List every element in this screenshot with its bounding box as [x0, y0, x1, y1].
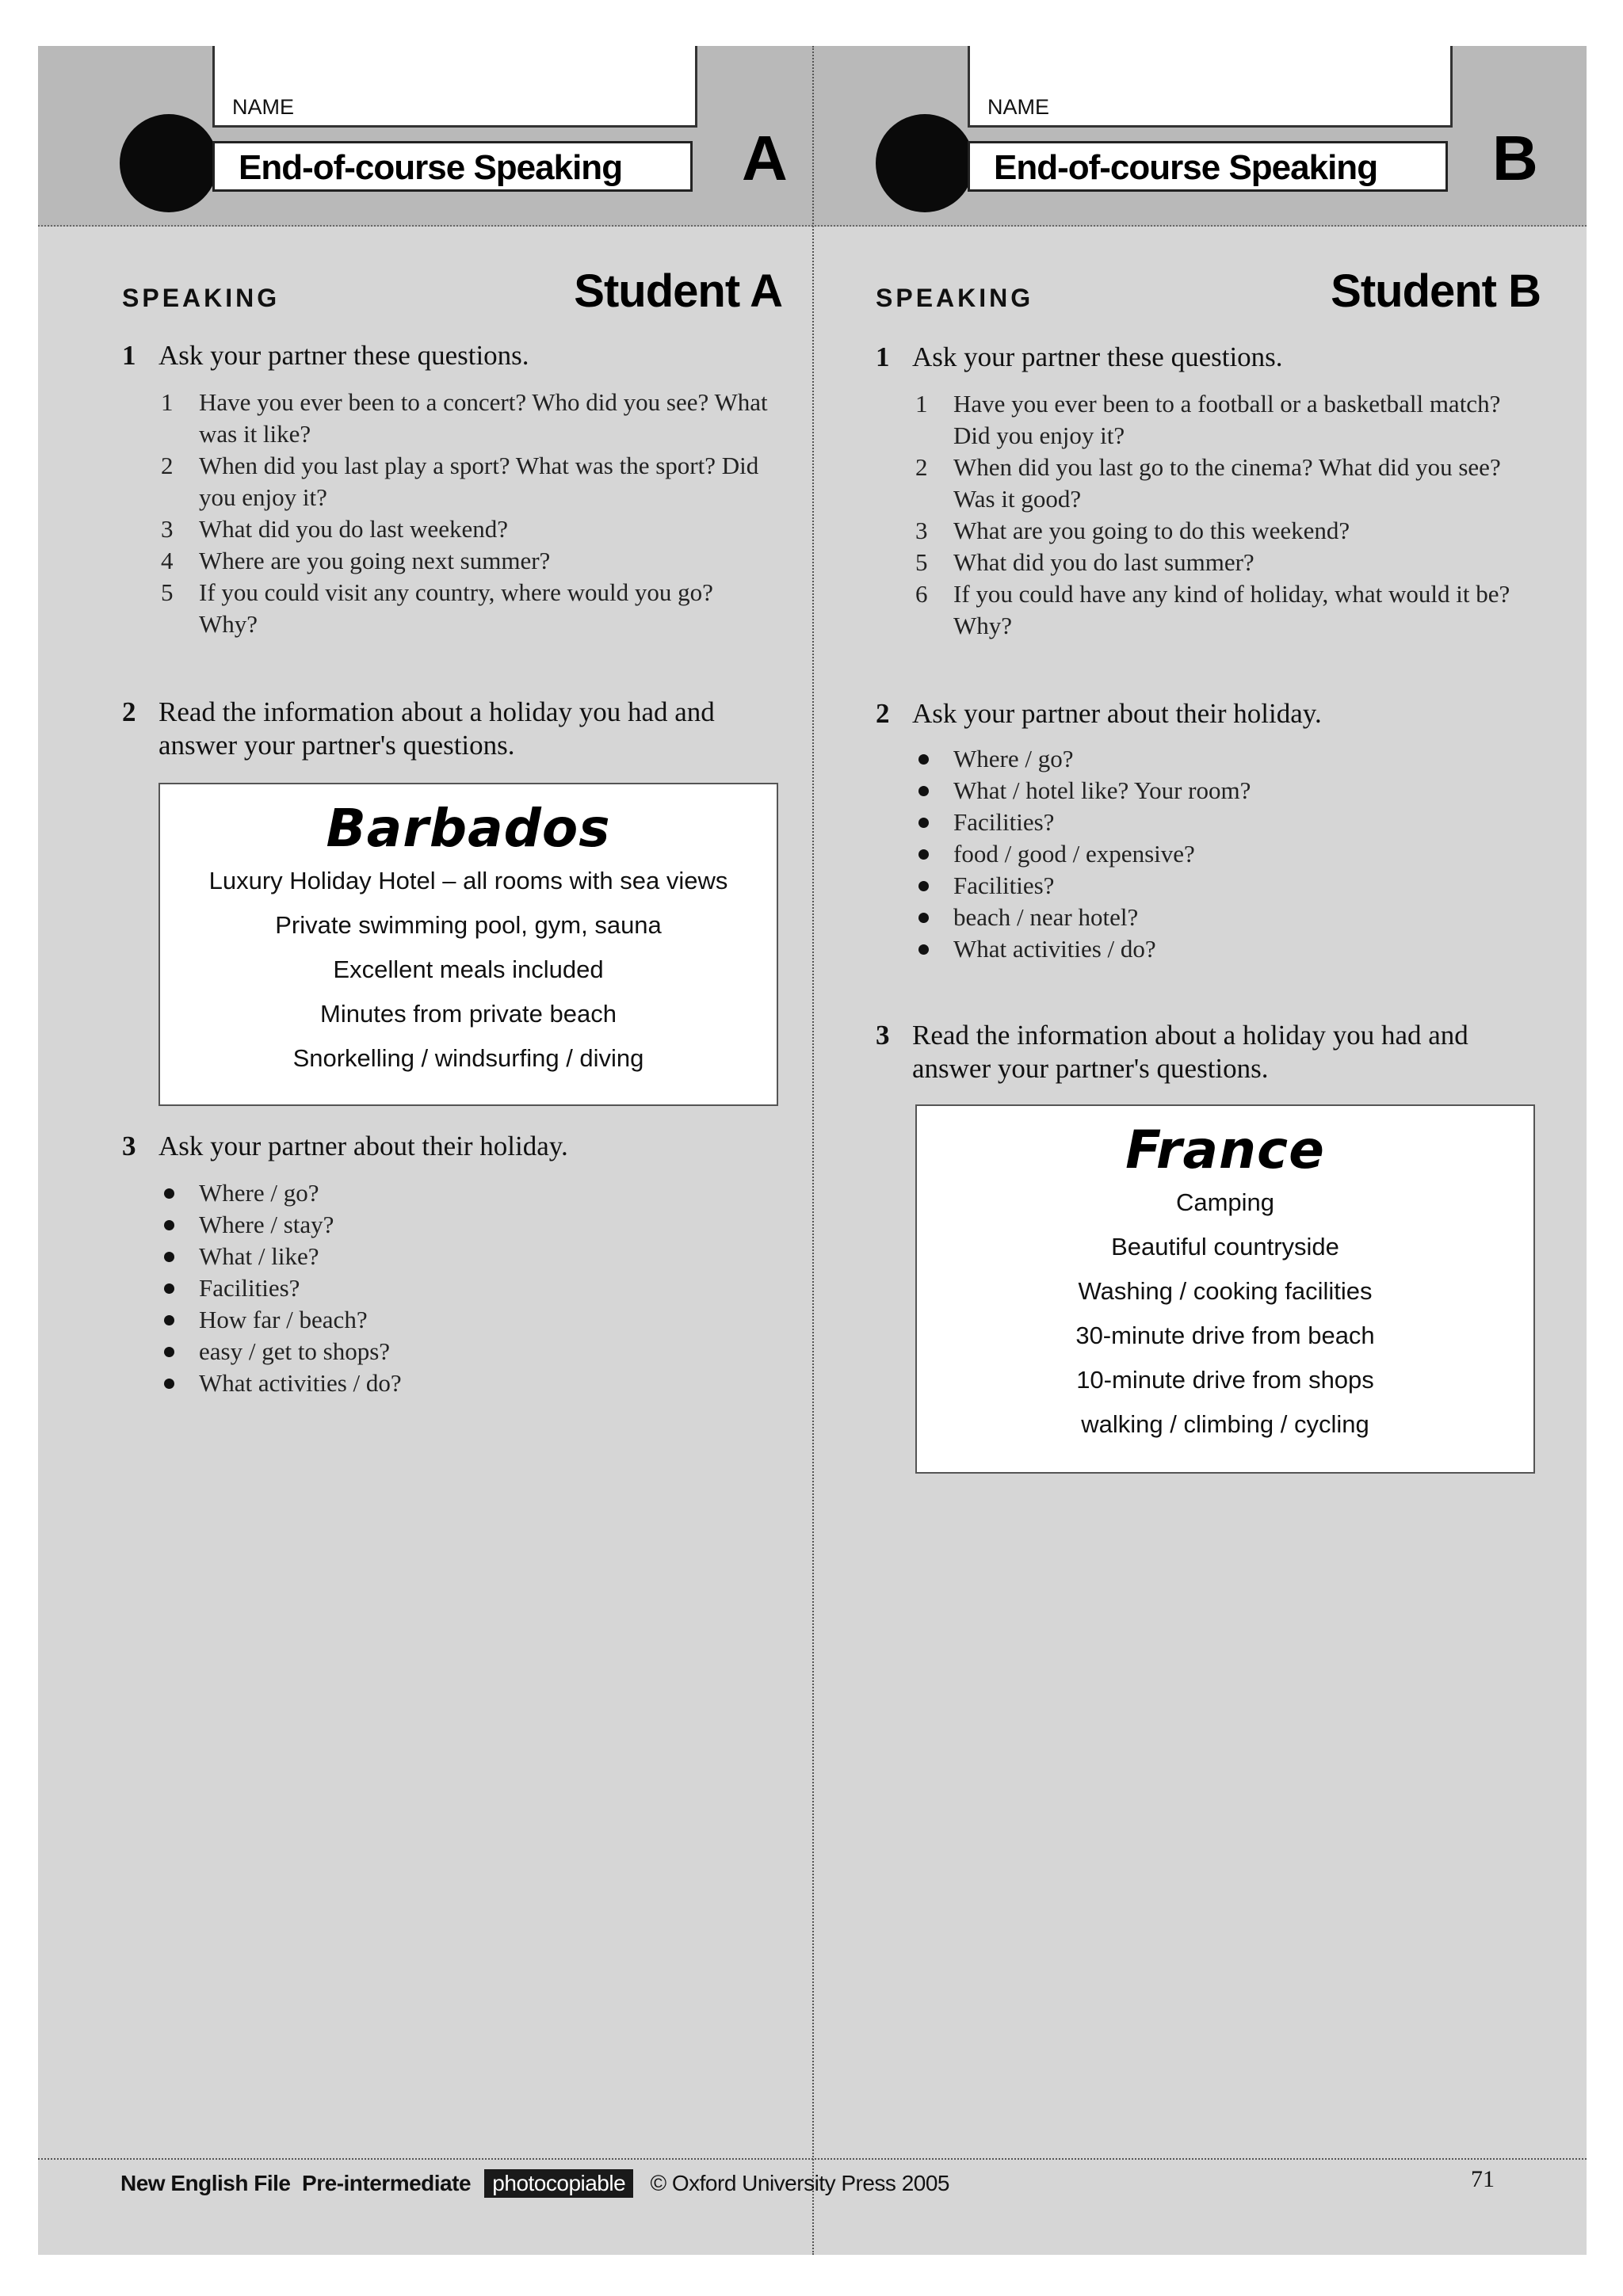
question-number: 3: [122, 1131, 136, 1161]
list-item: What / hotel like? Your room?: [915, 775, 1251, 807]
info-line: 10-minute drive from shops: [1076, 1366, 1374, 1394]
question-number: 2: [876, 698, 890, 729]
list-item: Where / go?: [161, 1177, 402, 1209]
section-label: SPEAKING: [122, 284, 281, 312]
item-number: 1: [915, 390, 928, 418]
list-item: Where / go?: [915, 743, 1251, 775]
question-1: [122, 339, 792, 372]
column-b: [812, 46, 1587, 2255]
question-text: Ask your partner these questions.: [158, 340, 529, 371]
worksheet: [38, 46, 1587, 2255]
list-item: [915, 452, 1524, 515]
question-list: [915, 388, 1524, 642]
name-field[interactable]: [212, 46, 697, 128]
list-item: [161, 513, 769, 545]
list-item: [915, 388, 1524, 452]
list-item: [161, 577, 769, 640]
sheet-letter: B: [1492, 123, 1538, 193]
holiday-destination: France: [1125, 1119, 1325, 1180]
section-label: SPEAKING: [876, 284, 1034, 312]
title-box: [212, 141, 693, 192]
item-text: What are you going to do this weekend?: [953, 517, 1350, 544]
list-item: food / good / expensive?: [915, 838, 1251, 870]
holiday-info-box: [915, 1104, 1535, 1474]
list-item: Facilities?: [915, 807, 1251, 838]
item-text: Have you ever been to a concert? Who did you see? What was it like?: [199, 388, 768, 448]
sheet-letter: A: [742, 123, 788, 193]
item-text: Have you ever been to a football or a basketball match? Did you enjoy it?: [953, 390, 1501, 449]
list-item: beach / near hotel?: [915, 902, 1251, 933]
info-line: Camping: [1175, 1188, 1275, 1216]
holiday-info-box: [158, 783, 778, 1106]
column-a: [38, 46, 812, 2255]
student-label: Student B: [1331, 265, 1541, 317]
list-item: Facilities?: [161, 1272, 402, 1304]
info-line: Snorkelling / windsurfing / diving: [292, 1044, 644, 1072]
info-line: Beautiful countryside: [1111, 1233, 1339, 1261]
list-item: [915, 547, 1524, 578]
item-text: If you could visit any country, where would you go? Why?: [199, 578, 713, 638]
holiday-destination: Barbados: [326, 798, 611, 859]
list-item: How far / beach?: [161, 1304, 402, 1336]
question-number: 1: [122, 340, 136, 371]
item-number: 6: [915, 580, 928, 608]
item-number: 1: [161, 388, 174, 416]
info-line: Private swimming pool, gym, sauna: [275, 911, 662, 939]
list-item: What / like?: [161, 1241, 402, 1272]
question-3: [876, 1019, 1546, 1085]
item-text: If you could have any kind of holiday, what would it be? Why?: [953, 580, 1510, 639]
question-text: Read the information about a holiday you had and answer your partner's questions.: [912, 1020, 1468, 1084]
item-number: 5: [915, 548, 928, 576]
item-number: 5: [161, 578, 174, 606]
name-label: NAME: [232, 95, 295, 119]
question-3: [122, 1130, 792, 1163]
list-item: [915, 578, 1524, 642]
book-title: New English File: [120, 2171, 291, 2195]
info-line: 30-minute drive from beach: [1075, 1322, 1375, 1349]
student-label: Student A: [574, 265, 782, 317]
item-text: Where are you going next summer?: [199, 547, 551, 574]
question-2: [876, 697, 1546, 730]
item-number: 3: [915, 517, 928, 544]
item-text: What did you do last summer?: [953, 548, 1254, 576]
question-text: Read the information about a holiday you had and answer your partner's questions.: [158, 696, 715, 761]
list-item: What activities / do?: [161, 1367, 402, 1399]
list-item: [161, 450, 769, 513]
info-line: walking / climbing / cycling: [1081, 1410, 1369, 1438]
question-number: 2: [122, 696, 136, 727]
copyright: © Oxford University Press 2005: [650, 2171, 949, 2195]
list-item: [161, 387, 769, 450]
page-number: 71: [1471, 2166, 1495, 2192]
info-line: Excellent meals included: [333, 955, 604, 983]
question-text: Ask your partner these questions.: [912, 341, 1283, 372]
name-label: NAME: [987, 95, 1050, 119]
question-number: 3: [876, 1020, 890, 1051]
book-level: Pre-intermediate: [302, 2171, 472, 2195]
item-number: 3: [161, 515, 174, 543]
item-number: 4: [161, 547, 174, 574]
list-item: [915, 515, 1524, 547]
item-text: What did you do last weekend?: [199, 515, 508, 543]
header-circle-icon: [120, 114, 218, 212]
name-field[interactable]: [968, 46, 1453, 128]
question-1: [876, 341, 1546, 374]
sheet-title: End-of-course Speaking: [994, 148, 1378, 187]
title-box: [968, 141, 1448, 192]
item-number: 2: [161, 452, 174, 479]
footer-credit: [120, 2169, 949, 2198]
list-item: Where / stay?: [161, 1209, 402, 1241]
info-line: Minutes from private beach: [320, 1000, 617, 1028]
question-list: [161, 387, 769, 640]
info-line: Luxury Holiday Hotel – all rooms with sea views: [208, 867, 728, 894]
prompt-list: [161, 1177, 402, 1399]
photocopiable-badge: photocopiable: [484, 2169, 633, 2198]
list-item: Facilities?: [915, 870, 1251, 902]
item-number: 2: [915, 453, 928, 481]
question-text: Ask your partner about their holiday.: [912, 698, 1322, 729]
list-item: What activities / do?: [915, 933, 1251, 965]
question-text: Ask your partner about their holiday.: [158, 1131, 568, 1161]
header-circle-icon: [876, 114, 974, 212]
list-item: [161, 545, 769, 577]
item-text: When did you last play a sport? What was the sport? Did you enjoy it?: [199, 452, 759, 511]
question-2: [122, 696, 792, 762]
list-item: easy / get to shops?: [161, 1336, 402, 1367]
info-line: Washing / cooking facilities: [1078, 1277, 1373, 1305]
item-text: When did you last go to the cinema? What did you see? Was it good?: [953, 453, 1501, 513]
question-number: 1: [876, 341, 890, 372]
prompt-list: [915, 743, 1251, 965]
sheet-title: End-of-course Speaking: [239, 148, 623, 187]
